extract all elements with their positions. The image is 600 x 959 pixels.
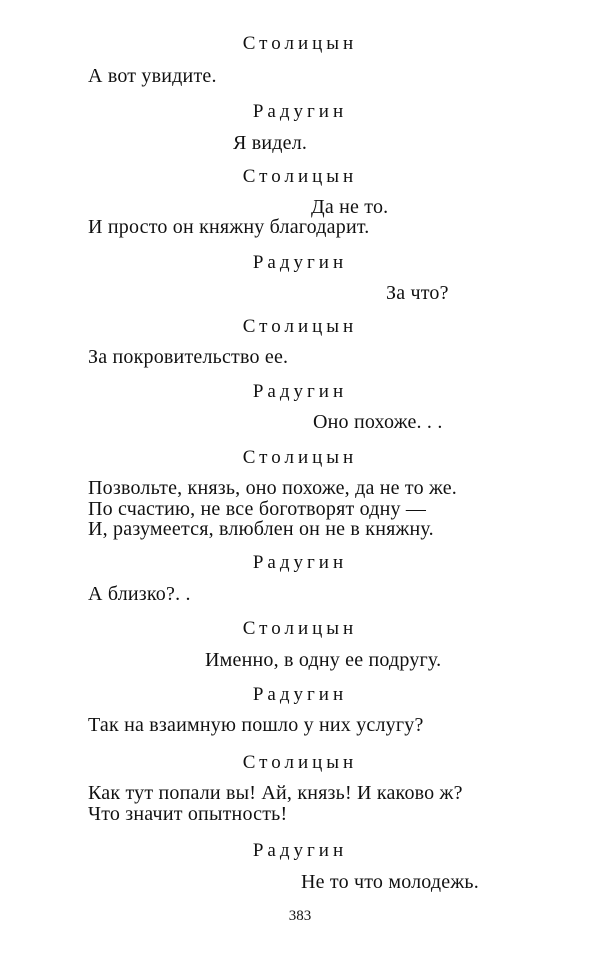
- verse-line: Оно похоже. . .: [313, 411, 443, 433]
- verse-line: А вот увидите.: [88, 65, 217, 87]
- page-number: 383: [288, 908, 312, 924]
- speaker-name: Радугин: [252, 684, 348, 705]
- verse-line: Так на взаимную пошло у них услугу?: [88, 714, 424, 736]
- speaker-name: Радугин: [252, 381, 348, 402]
- speaker-name: Радугин: [252, 552, 348, 573]
- verse-line: Что значит опытность!: [88, 803, 288, 825]
- speaker-name: Радугин: [252, 252, 348, 273]
- verse-line: И, разумеется, влюблен он не в княжну.: [88, 518, 434, 540]
- verse-line: За покровительство ее.: [88, 346, 289, 368]
- verse-line: Как тут попали вы! Ай, князь! И каково ж?: [88, 782, 463, 804]
- verse-line: Я видел.: [233, 132, 308, 154]
- verse-line: И просто он княжну благодарит.: [88, 216, 370, 238]
- speaker-name: Столицын: [242, 447, 358, 468]
- speaker-name: Радугин: [252, 101, 348, 122]
- verse-line: За что?: [386, 282, 449, 304]
- speaker-name: Столицын: [242, 618, 358, 639]
- speaker-name: Столицын: [242, 316, 358, 337]
- verse-line: Именно, в одну ее подругу.: [205, 649, 442, 671]
- speaker-name: Столицын: [242, 752, 358, 773]
- verse-line: Не то что молодежь.: [301, 871, 479, 893]
- verse-line: А близко?. .: [88, 583, 191, 605]
- speaker-name: Столицын: [242, 33, 358, 54]
- verse-line: По счастию, не все боготворят одну —: [88, 498, 427, 520]
- verse-line: Да не то.: [311, 196, 389, 218]
- speaker-name: Столицын: [242, 166, 358, 187]
- verse-line: Позвольте, князь, оно похоже, да не то же.: [88, 477, 458, 499]
- speaker-name: Радугин: [252, 840, 348, 861]
